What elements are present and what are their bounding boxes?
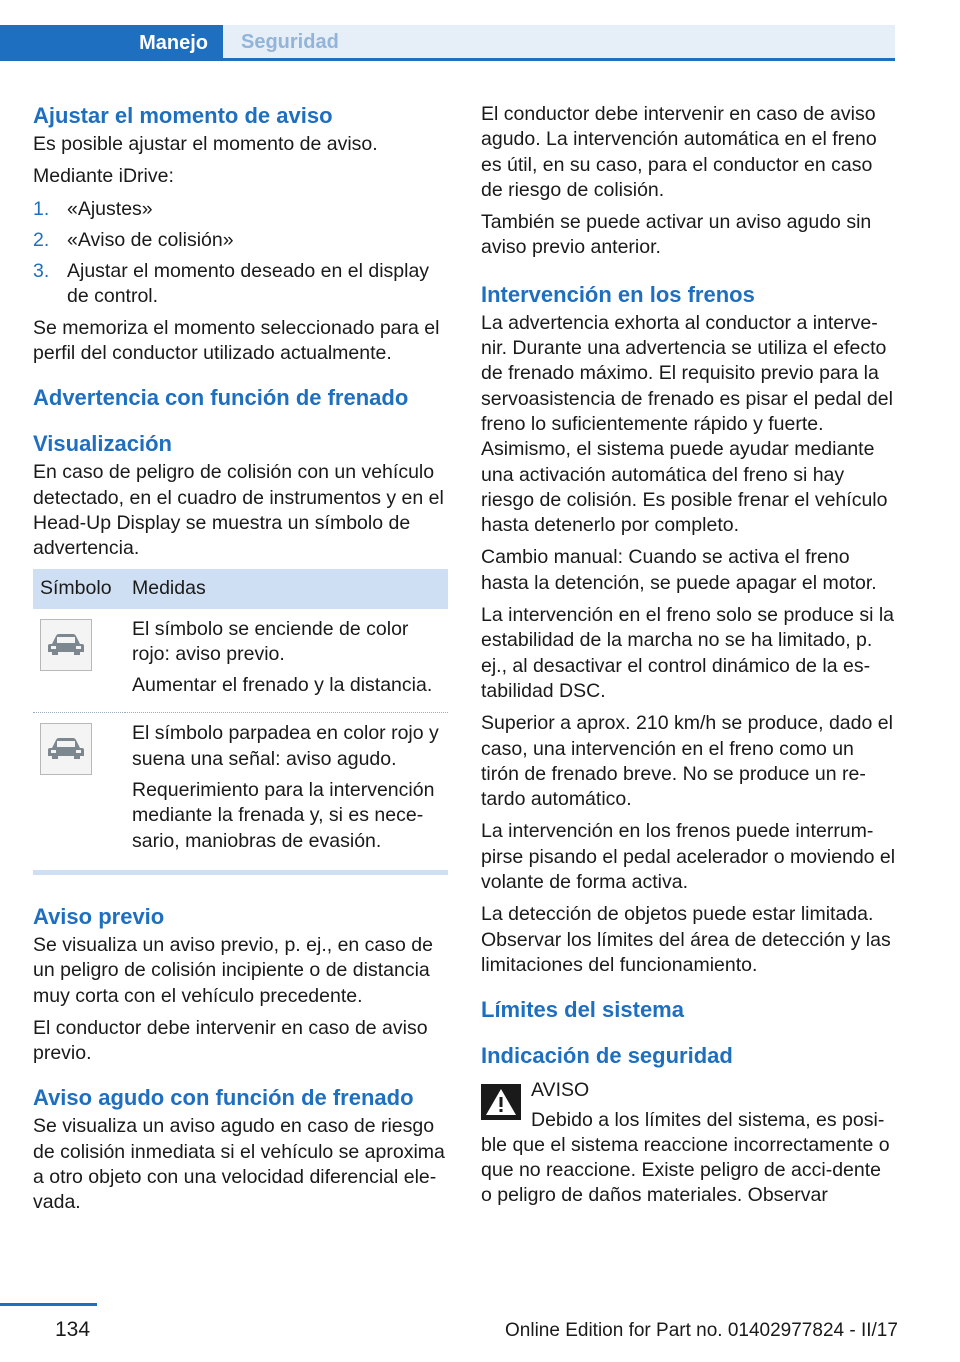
edition-note: Online Edition for Part no. 01402977824 - II/17 <box>505 1320 898 1341</box>
table-cell-text: Requerimiento para la intervención mediante la frenada y, si es nece-sario, maniobras de evasión. <box>132 779 435 852</box>
table-header-simbolo: Símbolo <box>33 569 125 609</box>
symbol-table <box>33 569 448 868</box>
step-number: 3. <box>33 260 50 283</box>
paragraph: La intervención en los frenos puede interrum-pirse pisando el pedal acelerador o moviendo el volante de forma activa. <box>481 820 896 894</box>
paragraph: La advertencia exhorta al conductor a interve-nir. Durante una advertencia se utiliza el efecto de frenado máximo. El requisito previo para la servoasistencia de frenado es pisar el pedal del freno lo suficientemente rápido y fuerte. Asimismo, el sistema puede ayudar mediante una activación automática del freno si hay riesgo de colisión. Es posible frenar el vehículo hasta detenerlo por completo. <box>481 311 893 537</box>
warning-triangle-icon <box>481 1084 521 1120</box>
heading-aviso-previo: Aviso previo <box>33 903 165 929</box>
table-header-medidas: Medidas <box>125 569 448 609</box>
heading-visualizacion: Visualización <box>33 431 172 457</box>
paragraph: Mediante iDrive: <box>33 165 174 188</box>
list-item <box>33 259 448 310</box>
paragraph: Es posible ajustar el momento de aviso. <box>33 133 378 155</box>
footer-rule <box>0 1303 97 1306</box>
list-item <box>33 228 448 253</box>
paragraph: El conductor debe intervenir en caso de aviso agudo. La intervención automática en el freno es útil, en su caso, para el conductor en caso de riesgo de colisión. <box>481 103 877 201</box>
heading-intervencion-frenos: Intervención en los frenos <box>481 281 755 307</box>
paragraph: También se puede activar un aviso agudo sin aviso previo anterior. <box>481 211 872 259</box>
steps-list <box>33 197 448 310</box>
heading-aviso-agudo: Aviso agudo con función de frenado <box>33 1085 414 1111</box>
step-number: 2. <box>33 228 50 251</box>
step-number: 1. <box>33 197 50 220</box>
tab-seguridad[interactable]: Seguridad <box>223 25 895 58</box>
step-text: Ajustar el momento deseado en el display de control. <box>67 260 430 308</box>
paragraph: Superior a aprox. 210 km/h se produce, dado el caso, una intervención en el freno como un tirón de frenado breve. No se produce un re-tardo automático. <box>481 712 893 811</box>
table-row <box>33 609 448 713</box>
page-number: 134 <box>55 1318 91 1341</box>
paragraph: Se visualiza un aviso agudo en caso de riesgo de colisión inmediata si el vehículo se aproxima a otro objeto con una velocidad diferencial ele-vada. <box>33 1115 445 1214</box>
right-column <box>481 102 896 1216</box>
paragraph: La detección de objetos puede estar limitada. Observar los límites del área de detección y las limitaciones del funcionamiento. <box>481 903 891 976</box>
notice-title: AVISO <box>531 1079 590 1102</box>
table-bottom-rule <box>33 870 448 875</box>
paragraph: La intervención en el freno solo se produce si la estabilidad de la marcha no se ha limitado, p. ej., al desactivar el control dinámico de la es-tabilidad DSC. <box>481 604 895 702</box>
chapter-tabbar <box>0 25 895 61</box>
list-item <box>33 197 448 222</box>
heading-limites-sistema: Límites del sistema <box>481 997 684 1023</box>
car-warning-icon <box>40 619 92 671</box>
paragraph: Se memoriza el momento seleccionado para el perfil del conductor utilizado actualmente. <box>33 316 440 365</box>
heading-advertencia: Advertencia con función de frenado <box>33 385 409 411</box>
heading-indicacion-seguridad: Indicación de seguridad <box>481 1043 733 1069</box>
table-row <box>33 713 448 868</box>
step-text: «Aviso de colisión» <box>67 228 234 251</box>
table-cell-text: El símbolo parpadea en color rojo y suena una señal: aviso agudo. <box>132 722 439 770</box>
paragraph: Cambio manual: Cuando se activa el freno hasta la detención, se puede apagar el motor. <box>481 546 877 594</box>
table-cell-text: Aumentar el frenado y la distancia. <box>132 674 433 697</box>
tabbar-underline <box>0 58 895 61</box>
paragraph: El conductor debe intervenir en caso de aviso previo. <box>33 1016 428 1065</box>
paragraph: En caso de peligro de colisión con un vehículo detectado, en el cuadro de instrumentos y en el Head-Up Display se muestra un símbolo de advertencia. <box>33 461 444 560</box>
heading-ajustar-momento: Ajustar el momento de aviso <box>33 103 333 128</box>
left-column <box>33 102 448 1223</box>
table-cell-text: El símbolo se enciende de color rojo: aviso previo. <box>132 617 409 665</box>
safety-notice <box>481 1078 896 1208</box>
tab-manejo[interactable]: Manejo <box>0 25 223 61</box>
car-warning-flashing-icon <box>40 723 92 775</box>
notice-text: Debido a los límites del sistema, es posi-ble que el sistema reaccione incorrectamente o que no reaccione. Existe peligro de acci-dente o peligro de daños materiales. Observar <box>481 1108 890 1207</box>
paragraph: Se visualiza un aviso previo, p. ej., en caso de un peligro de colisión incipiente o de distancia muy corta con el vehículo precedente. <box>33 933 433 1007</box>
step-text: «Ajustes» <box>67 197 153 220</box>
